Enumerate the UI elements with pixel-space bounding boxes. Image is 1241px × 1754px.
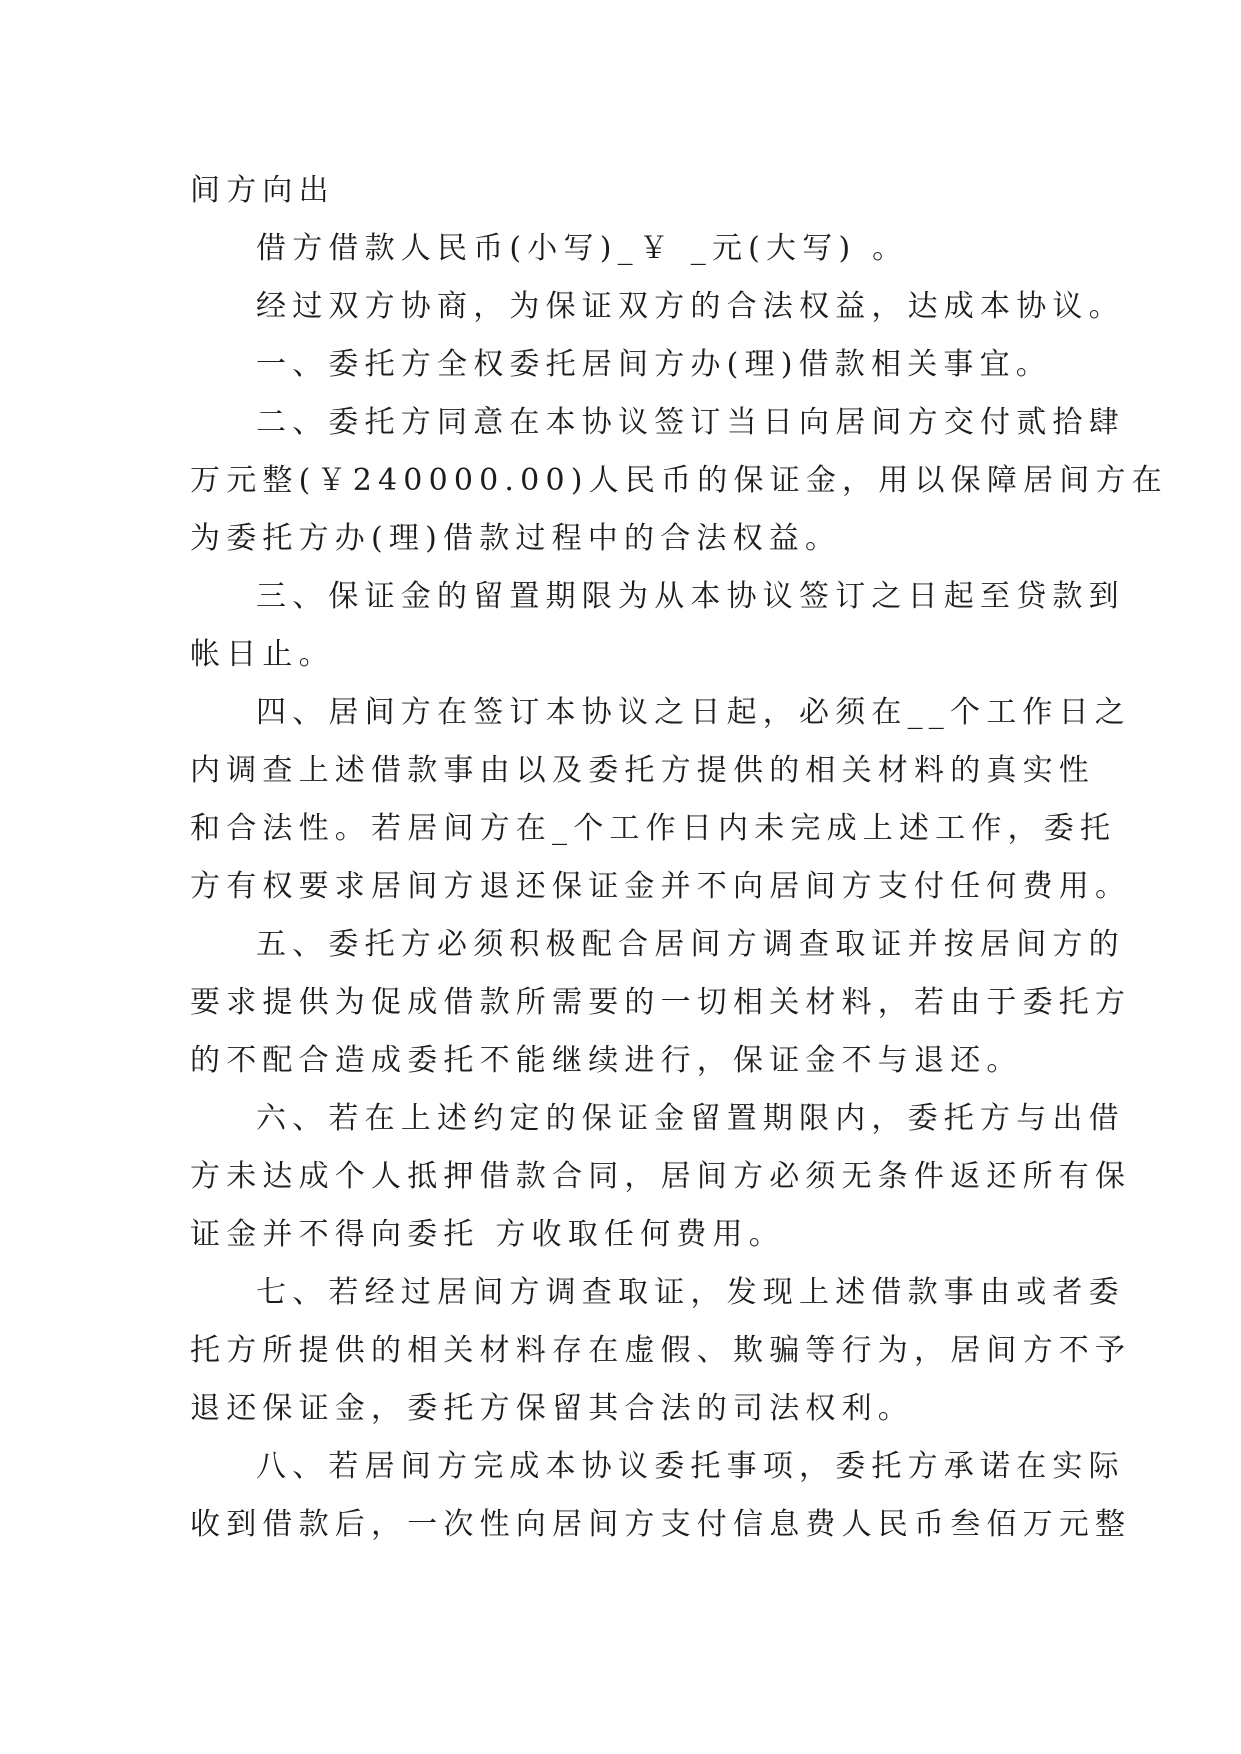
clause-7-line-1: 七、若经过居间方调查取证，发现上述借款事由或者委 — [256, 1275, 1125, 1310]
agreement-body — [190, 162, 1168, 1554]
text-line-3: 经过双方协商，为保证双方的合法权益，达成本协议。 — [256, 289, 1125, 324]
clause-3-line-1: 三、保证金的留置期限为从本协议签订之日起至贷款到 — [256, 579, 1125, 614]
text-line-1: 间方向出 — [190, 173, 335, 208]
clause-8-line-1: 八、若居间方完成本协议委托事项，委托方承诺在实际 — [256, 1449, 1125, 1484]
clause-4-line-3: 和合法性。若居间方在_个工作日内未完成上述工作，委托 — [190, 811, 1117, 846]
clause-3-line-2: 帐日止。 — [190, 637, 335, 672]
clause-7-line-2: 托方所提供的相关材料存在虚假、欺骗等行为，居间方不予 — [190, 1333, 1132, 1368]
clause-1: 一、委托方全权委托居间方办(理)借款相关事宜。 — [256, 347, 1053, 382]
clause-5-line-2: 要求提供为促成借款所需要的一切相关材料，若由于委托方 — [190, 985, 1132, 1020]
clause-7-line-3: 退还保证金，委托方保留其合法的司法权利。 — [190, 1391, 914, 1426]
text-line-2: 借方借款人民币(小写)_￥ _元(大写) 。 — [256, 231, 909, 266]
clause-2-line-2: 万元整(￥240000.00)人民币的保证金，用以保障居间方在 — [190, 463, 1168, 498]
clause-8-line-2: 收到借款后，一次性向居间方支付信息费人民币叁佰万元整 — [190, 1507, 1132, 1542]
clause-5-line-3: 的不配合造成委托不能继续进行，保证金不与退还。 — [190, 1043, 1023, 1078]
clause-4-line-1: 四、居间方在签订本协议之日起，必须在__个工作日之 — [256, 695, 1131, 730]
clause-6-line-3: 证金并不得向委托 方收取任何费用。 — [190, 1217, 785, 1252]
clause-4-line-2: 内调查上述借款事由以及委托方提供的相关材料的真实性 — [190, 753, 1095, 788]
clause-6-line-1: 六、若在上述约定的保证金留置期限内，委托方与出借 — [256, 1101, 1125, 1136]
clause-4-line-4: 方有权要求居间方退还保证金并不向居间方支付任何费用。 — [190, 869, 1132, 904]
clause-2-line-3: 为委托方办(理)借款过程中的合法权益。 — [190, 521, 842, 556]
clause-6-line-2: 方未达成个人抵押借款合同，居间方必须无条件返还所有保 — [190, 1159, 1132, 1194]
clause-5-line-1: 五、委托方必须积极配合居间方调查取证并按居间方的 — [256, 927, 1125, 962]
clause-2-line-1: 二、委托方同意在本协议签订当日向居间方交付贰拾肆 — [256, 405, 1125, 440]
